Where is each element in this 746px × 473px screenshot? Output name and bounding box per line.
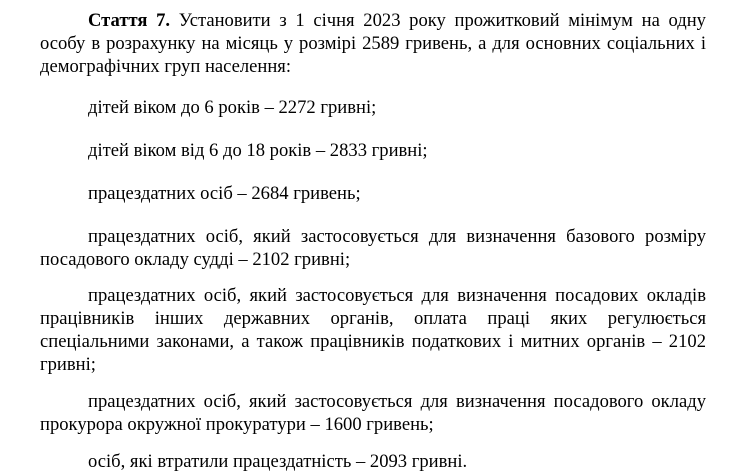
list-item-judge-salary: працездатних осіб, який застосовується для визначення базового розміру посадового окладу судді – 2102 гривні; — [40, 226, 706, 270]
article-label: Стаття 7. — [88, 10, 171, 31]
list-item-children-6-to-18: дітей віком від 6 до 18 років – 2833 гривні; — [88, 140, 428, 161]
article-7-intro — [40, 9, 706, 78]
list-item-state-bodies: працездатних осіб, який застосовується для визначення посадових окладів працівників інших державних органів, оплата праці яких регулюється спеціальними законами, а також працівників податкових і митних органів – 2102 гривні; — [40, 285, 706, 375]
page-edge-mark-icon — [364, 0, 372, 1]
list-item-disabled: осіб, які втратили працездатність – 2093 гривні. — [88, 451, 468, 472]
list-item-prosecutor: працездатних осіб, який застосовується для визначення посадового окладу прокурора окружної прокуратури – 1600 гривень; — [40, 391, 706, 435]
list-item-able-bodied: працездатних осіб – 2684 гривень; — [88, 183, 361, 204]
article-intro-text: Установити з 1 січня 2023 року прожитковий мінімум на одну особу в розрахунку на місяць у розмірі 2589 гривень, а для основних соціальних і демографічних груп населення: — [40, 10, 706, 77]
list-item-children-under-6: дітей віком до 6 років – 2272 гривні; — [88, 97, 377, 118]
legal-text — [40, 9, 706, 473]
